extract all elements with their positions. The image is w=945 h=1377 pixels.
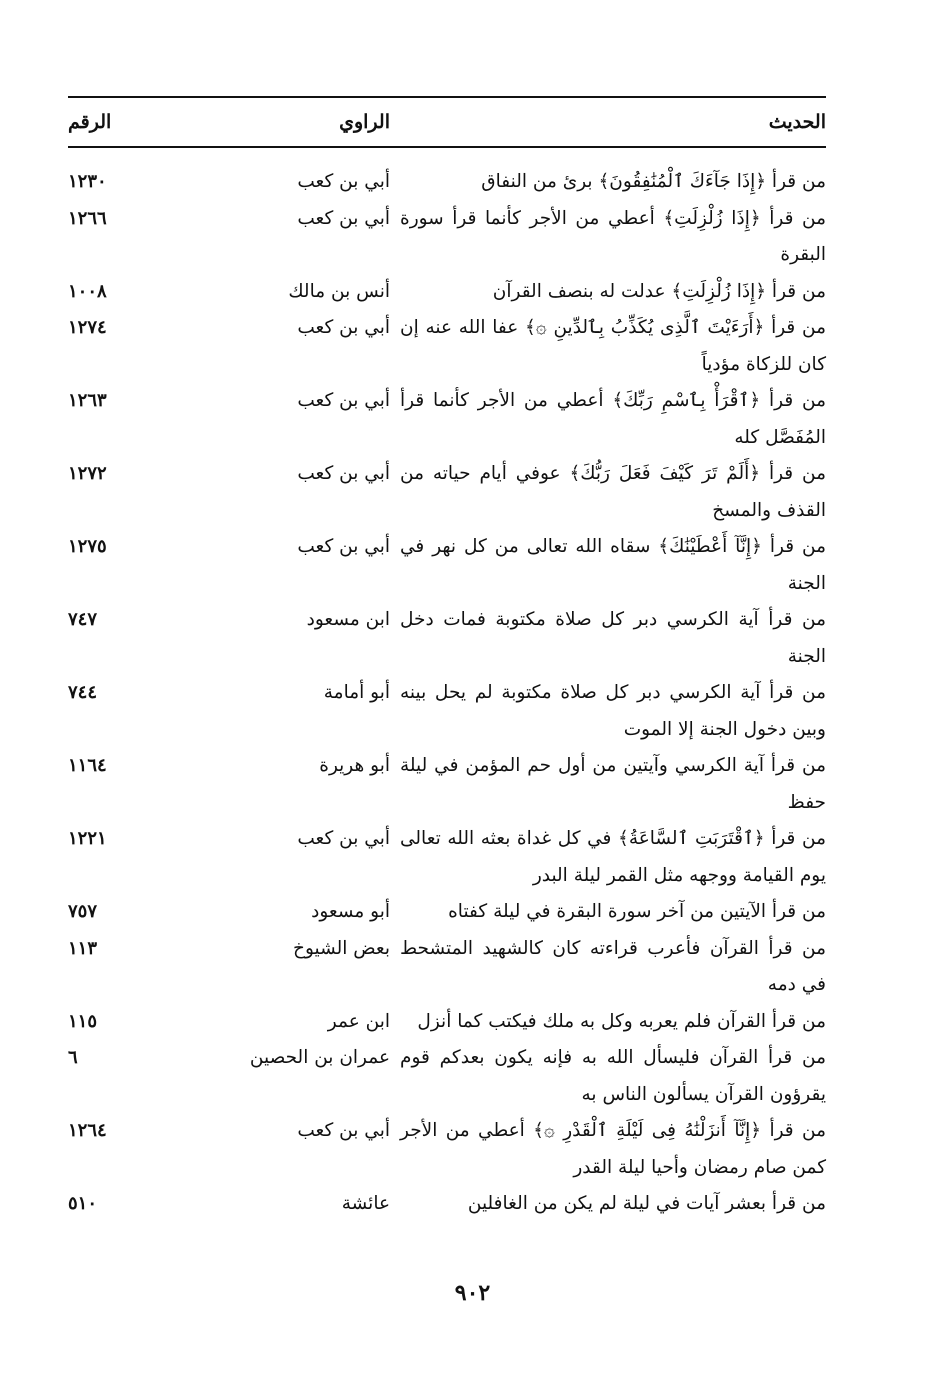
hadith-text: من قرأ آية الكرسي وآيتين من أول حم المؤمن في ليلة حفظ — [400, 755, 826, 813]
hadith-text: من قرأ ﴿أَلَمْ تَرَ كَيْفَ فَعَلَ رَبُّكَ﴾ عوفي أيام حياته من القذف والمسخ — [400, 463, 826, 521]
narrator-name: بعض الشيوخ — [293, 937, 390, 959]
hadith-number: ١٢٦٤ — [68, 1120, 107, 1141]
hadith-text: من قرأ ﴿أَرَءَيْتَ ٱلَّذِى يُكَذِّبُ بِٱلدِّينِ ۞﴾ عفا الله عنه إن كان للزكاة مؤدياً — [400, 317, 826, 375]
hadith-number: ١٠٠٨ — [68, 280, 107, 302]
hadith-text: من قرأ ﴿إِذَا زُلْزِلَتِ﴾ أعطي من الأجر كأنما قرأ سورة البقرة — [400, 207, 826, 265]
hadith-number: ١٢٢١ — [68, 828, 107, 849]
narrator-name: أبي بن كعب — [297, 1120, 390, 1141]
narrator-name: أنس بن مالك — [288, 280, 390, 302]
hadith-number: ٥١٠ — [68, 1193, 98, 1214]
hadith-text: من قرأ آية الكرسي دبر كل صلاة مكتوبة لم يحل بينه وبين دخول الجنة إلا الموت — [400, 682, 826, 740]
table-row — [68, 675, 826, 748]
hadith-text: من قرأ القرآن فأعرب قراءته كان كالشهيد المتشحط في دمه — [400, 937, 826, 995]
header-narrator: الراوي — [339, 111, 390, 133]
table-row — [68, 894, 826, 931]
hadith-text: من قرأ ﴿إِنَّآ أَعْطَيْنَٰكَ﴾ سقاه الله تعالى من كل نهر في الجنة — [400, 536, 826, 594]
hadith-number: ١١٥ — [68, 1010, 98, 1032]
hadith-number: ١٢٧٢ — [68, 463, 107, 484]
table-row — [68, 201, 826, 274]
table-row — [68, 1113, 826, 1186]
hadith-number: ١١٦٤ — [68, 755, 107, 776]
index-table — [68, 96, 826, 1223]
header-number: الرقم — [68, 111, 112, 133]
narrator-name: أبو مسعود — [311, 901, 390, 922]
table-row — [68, 529, 826, 602]
page-number: ٩٠٢ — [454, 1280, 491, 1306]
table-row — [68, 748, 826, 821]
narrator-name: أبي بن كعب — [297, 207, 390, 229]
table-header — [68, 98, 826, 146]
hadith-number: ١٢٧٤ — [68, 317, 107, 338]
hadith-text: من قرأ آية الكرسي دبر كل صلاة مكتوبة فمات دخل الجنة — [400, 609, 826, 667]
narrator-name: أبو هريرة — [319, 755, 390, 776]
table-row — [68, 1040, 826, 1113]
narrator-name: ابن عمر — [327, 1010, 390, 1032]
table-row — [68, 931, 826, 1004]
table-row — [68, 821, 826, 894]
narrator-name: أبي بن كعب — [297, 171, 390, 192]
hadith-number: ٧٥٧ — [68, 901, 98, 922]
hadith-text: من قرأ القرآن فليسأل الله به فإنه يكون بعدكم قوم يقرؤون القرآن يسألون الناس به — [400, 1047, 826, 1105]
hadith-number: ١١٣ — [68, 937, 98, 959]
hadith-number: ١٢٦٦ — [68, 207, 107, 229]
hadith-number: ٦ — [68, 1047, 78, 1068]
table-row — [68, 602, 826, 675]
narrator-name: أبي بن كعب — [297, 463, 390, 484]
table-row — [68, 310, 826, 383]
table-row — [68, 383, 826, 456]
hadith-text: من قرأ القرآن فلم يعربه وكل به ملك فيكتب كما أنزل — [417, 1010, 826, 1032]
hadith-number: ١٢٦٣ — [68, 390, 107, 411]
table-row — [68, 1004, 826, 1041]
narrator-name: أبي بن كعب — [297, 390, 390, 411]
hadith-text: من قرأ الآيتين من آخر سورة البقرة في ليلة كفتاه — [448, 901, 826, 922]
narrator-name: أبي بن كعب — [297, 828, 390, 849]
table-row — [68, 164, 826, 201]
hadith-text: من قرأ ﴿إِذَا زُلْزِلَتِ﴾ عدلت له بنصف القرآن — [492, 280, 826, 302]
hadith-text: من قرأ ﴿إِنَّآ أَنزَلْنَٰهُ فِى لَيْلَةِ ٱلْقَدْرِ ۞﴾ أعطي من الأجر كمن صام رمضان وأحيا ليلة القدر — [400, 1120, 826, 1178]
hadith-text: من قرأ ﴿إِذَا جَآءَكَ ٱلْمُنَٰفِقُونَ﴾ برئ من النفاق — [481, 171, 826, 192]
narrator-name: عائشة — [341, 1193, 390, 1214]
hadith-text: من قرأ ﴿ٱقْتَرَبَتِ ٱلسَّاعَةُ﴾ في كل غداة بعثه الله تعالى يوم القيامة ووجهه مثل القمر ليلة البدر — [400, 828, 826, 886]
header-rule — [68, 146, 826, 148]
hadith-text: من قرأ بعشر آيات في ليلة لم يكن من الغافلين — [467, 1193, 826, 1214]
hadith-number: ١٢٧٥ — [68, 536, 107, 557]
narrator-name: أبو أمامة — [323, 682, 390, 703]
hadith-number: ١٢٣٠ — [68, 171, 107, 192]
table-body — [68, 164, 826, 1223]
hadith-text: من قرأ ﴿ٱقْرَأْ بِٱسْمِ رَبِّكَ﴾ أعطي من الأجر كأنما قرأ المُفَصَّل كله — [400, 390, 826, 448]
narrator-name: أبي بن كعب — [297, 536, 390, 557]
narrator-name: ابن مسعود — [306, 609, 390, 630]
table-row — [68, 456, 826, 529]
header-hadith: الحديث — [768, 111, 826, 133]
hadith-number: ٧٤٧ — [68, 609, 98, 630]
table-row — [68, 274, 826, 311]
narrator-name: عمران بن الحصين — [249, 1047, 390, 1068]
table-row — [68, 1186, 826, 1223]
hadith-number: ٧٤٤ — [68, 682, 98, 703]
narrator-name: أبي بن كعب — [297, 317, 390, 338]
